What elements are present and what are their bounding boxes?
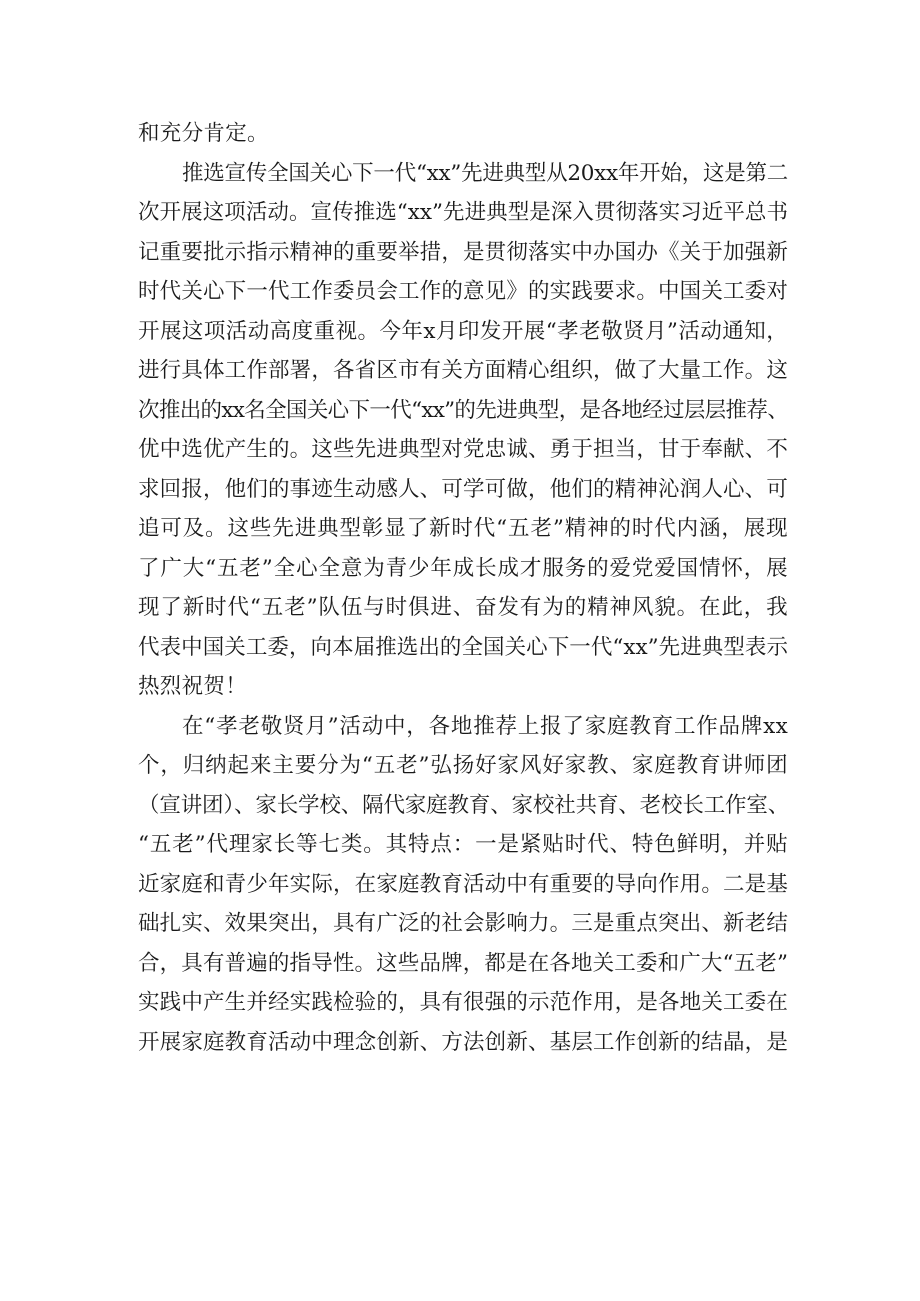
text-line: “五老”代理家长等七类。其特点：一是紧贴时代、特色鲜明，并贴 [138,832,788,857]
text-line: 记重要批示指示精神的重要举措，是贯彻落实中办国办《关于加强新 [138,239,788,265]
text-line: 础扎实、效果突出，具有广泛的社会影响力。三是重点突出、新老结 [138,911,788,936]
text-line: 次开展这项活动。宣传推选“xx”先进典型是深入贯彻落实习近平总书 [138,200,788,225]
text-line: 优中选优产生的。这些先进典型对党忠诚、勇于担当，甘于奉献、不 [138,437,788,462]
body-text [138,114,788,1062]
text-line: 实践中产生并经实践检验的，具有很强的示范作用，是各地关工委在 [138,990,788,1015]
text-line: 代表中国关工委，向本届推选出的全国关心下一代“xx”先进典型表示 [138,634,788,660]
text-line: 次推出的xx名全国关心下一代“xx”的先进典型，是各地经过层层推荐、 [138,397,788,423]
text-line: 和充分肯定。 [138,121,269,146]
text-line: 近家庭和青少年实际，在家庭教育活动中有重要的导向作用。二是基 [138,871,788,897]
text-line: 进行具体工作部署，各省区市有关方面精心组织，做了大量工作。这 [138,358,788,383]
text-line: （宣讲团）、家长学校、隔代家庭教育、家校社共育、老校长工作室、 [138,792,790,818]
text-line: 追可及。这些先进典型彰显了新时代“五老”精神的时代内涵，展现 [138,516,788,541]
text-line: 推选宣传全国关心下一代“xx”先进典型从20xx年开始，这是第二 [182,160,788,186]
text-line: 了广大“五老”全心全意为青少年成长成才服务的爱党爱国情怀，展 [138,555,788,581]
text-line: 开展这项活动高度重视。今年x月印发开展“孝老敬贤月”活动通知， [138,318,788,344]
text-line: 现了新时代“五老”队伍与时俱进、奋发有为的精神风貌。在此，我 [138,595,788,620]
text-line: 开展家庭教育活动中理念创新、方法创新、基层工作创新的结晶，是 [138,1029,788,1055]
text-line: 在“孝老敬贤月”活动中，各地推荐上报了家庭教育工作品牌xx [182,713,788,739]
text-line: 时代关心下一代工作委员会工作的意见》的实践要求。中国关工委对 [138,279,788,304]
text-line: 热烈祝贺！ [138,674,248,699]
text-line: 求回报，他们的事迹生动感人、可学可做，他们的精神沁润人心、可 [138,476,788,502]
text-line: 合，具有普遍的指导性。这些品牌，都是在各地关工委和广大“五老” [138,950,789,976]
text-line: 个，归纳起来主要分为“五老”弘扬好家风好家教、家庭教育讲师团 [138,753,788,778]
